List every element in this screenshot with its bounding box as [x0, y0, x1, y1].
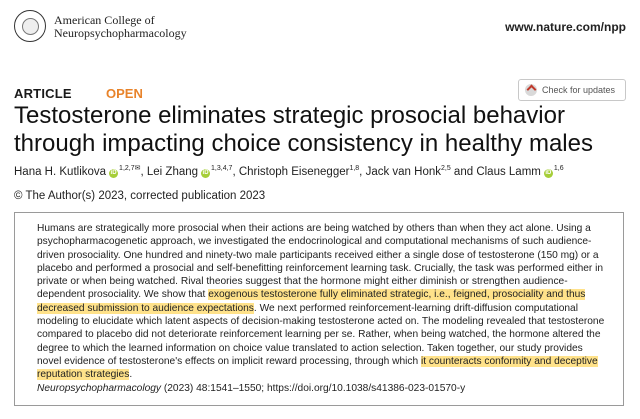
author-affiliation: 1,6: [553, 165, 564, 172]
article-type-label: ARTICLE: [14, 86, 72, 101]
author-affiliation: 1,8: [349, 165, 360, 172]
journal-header: [14, 10, 626, 46]
author-name[interactable]: Claus Lamm: [476, 165, 541, 178]
citation-line: [37, 382, 607, 395]
open-access-badge: OPEN: [106, 86, 143, 101]
author-affiliation: 1,2,7✉: [119, 165, 141, 172]
abstract-part-1: Humans are strategically more prosocial when their actions are being watched by others than when they act alone. Using a psychopharmacogenetic approach, we investigated the endocrinological and computational mechanisms of such audience-driven prosociality. One hundred and ninety-two male participants received either a single dose of testosterone (150 mg) or a placebo and performed a prosocial and self-benefitting reinforcement learning task. Crucially, the task was performed either in private or when being watched. Rival theories suggest that the hormone might either diminish or strengthen audience-dependent prosociality. We show that: [37, 223, 604, 301]
check-for-updates-icon: [525, 84, 537, 96]
orcid-icon[interactable]: iD: [110, 169, 117, 176]
check-for-updates-button[interactable]: [518, 79, 626, 101]
author-name[interactable]: Jack van Honk: [365, 165, 441, 178]
org-name-line2: Neuropsychopharmacology: [54, 26, 187, 40]
article-title: Testosterone eliminates strategic prosocial behavior through impacting choice consistency in healthy males: [14, 102, 593, 157]
org-name: [54, 14, 254, 40]
abstract-highlight-2: it counteracts conformity and deceptive reputation strategies: [37, 355, 598, 381]
author-separator: ,: [359, 165, 366, 178]
citation-details[interactable]: (2023) 48:1541–1550; https://doi.org/10.1038/s41386-023-01570-y: [161, 382, 466, 394]
acnp-logo-seal: [14, 10, 46, 42]
author-affiliation: 1,3,4,7: [211, 165, 233, 172]
abstract-part-2: . We next performed reinforcement-learning drift-diffusion computational modeling to elucidate which latent aspects of decision-making testosterone acted on. The modeling revealed that testosterone compared to placebo did not deteriorate reinforcement learning per se. Rather, when being watched, the hormone altered the degree to which the learned information on choice value translated to action selection. Taken together, our study provides novel evidence of testosterone's effects on implicit reward processing, through which: [37, 302, 605, 367]
orcid-icon[interactable]: iD: [545, 169, 552, 176]
orcid-icon[interactable]: iD: [202, 169, 209, 176]
author-separator: and: [450, 165, 477, 178]
org-name-line1: American College of: [54, 13, 155, 27]
author-name[interactable]: Christoph Eisenegger: [238, 165, 350, 178]
copyright-notice: © The Author(s) 2023, corrected publication 2023: [14, 190, 266, 202]
journal-url-link[interactable]: www.nature.com/npp: [505, 20, 626, 34]
author-separator: ,: [140, 165, 147, 178]
author-affiliation: 2,5: [441, 165, 451, 172]
abstract-text: [37, 222, 607, 382]
abstract-highlight-1: exogenous testosterone fully eliminated strategic, i.e., feigned, prosociality and thus decreased submission to audience expectations: [37, 289, 586, 314]
check-for-updates-label: Check for updates: [542, 85, 616, 95]
author-list: [14, 164, 564, 178]
citation-journal: Neuropsychopharmacology: [37, 382, 162, 394]
abstract-part-3: .: [129, 369, 133, 381]
abstract-box: [14, 212, 624, 406]
author-separator: ,: [232, 165, 239, 178]
author-name[interactable]: Hana H. Kutlikova: [14, 165, 107, 178]
author-name[interactable]: Lei Zhang: [146, 165, 199, 178]
